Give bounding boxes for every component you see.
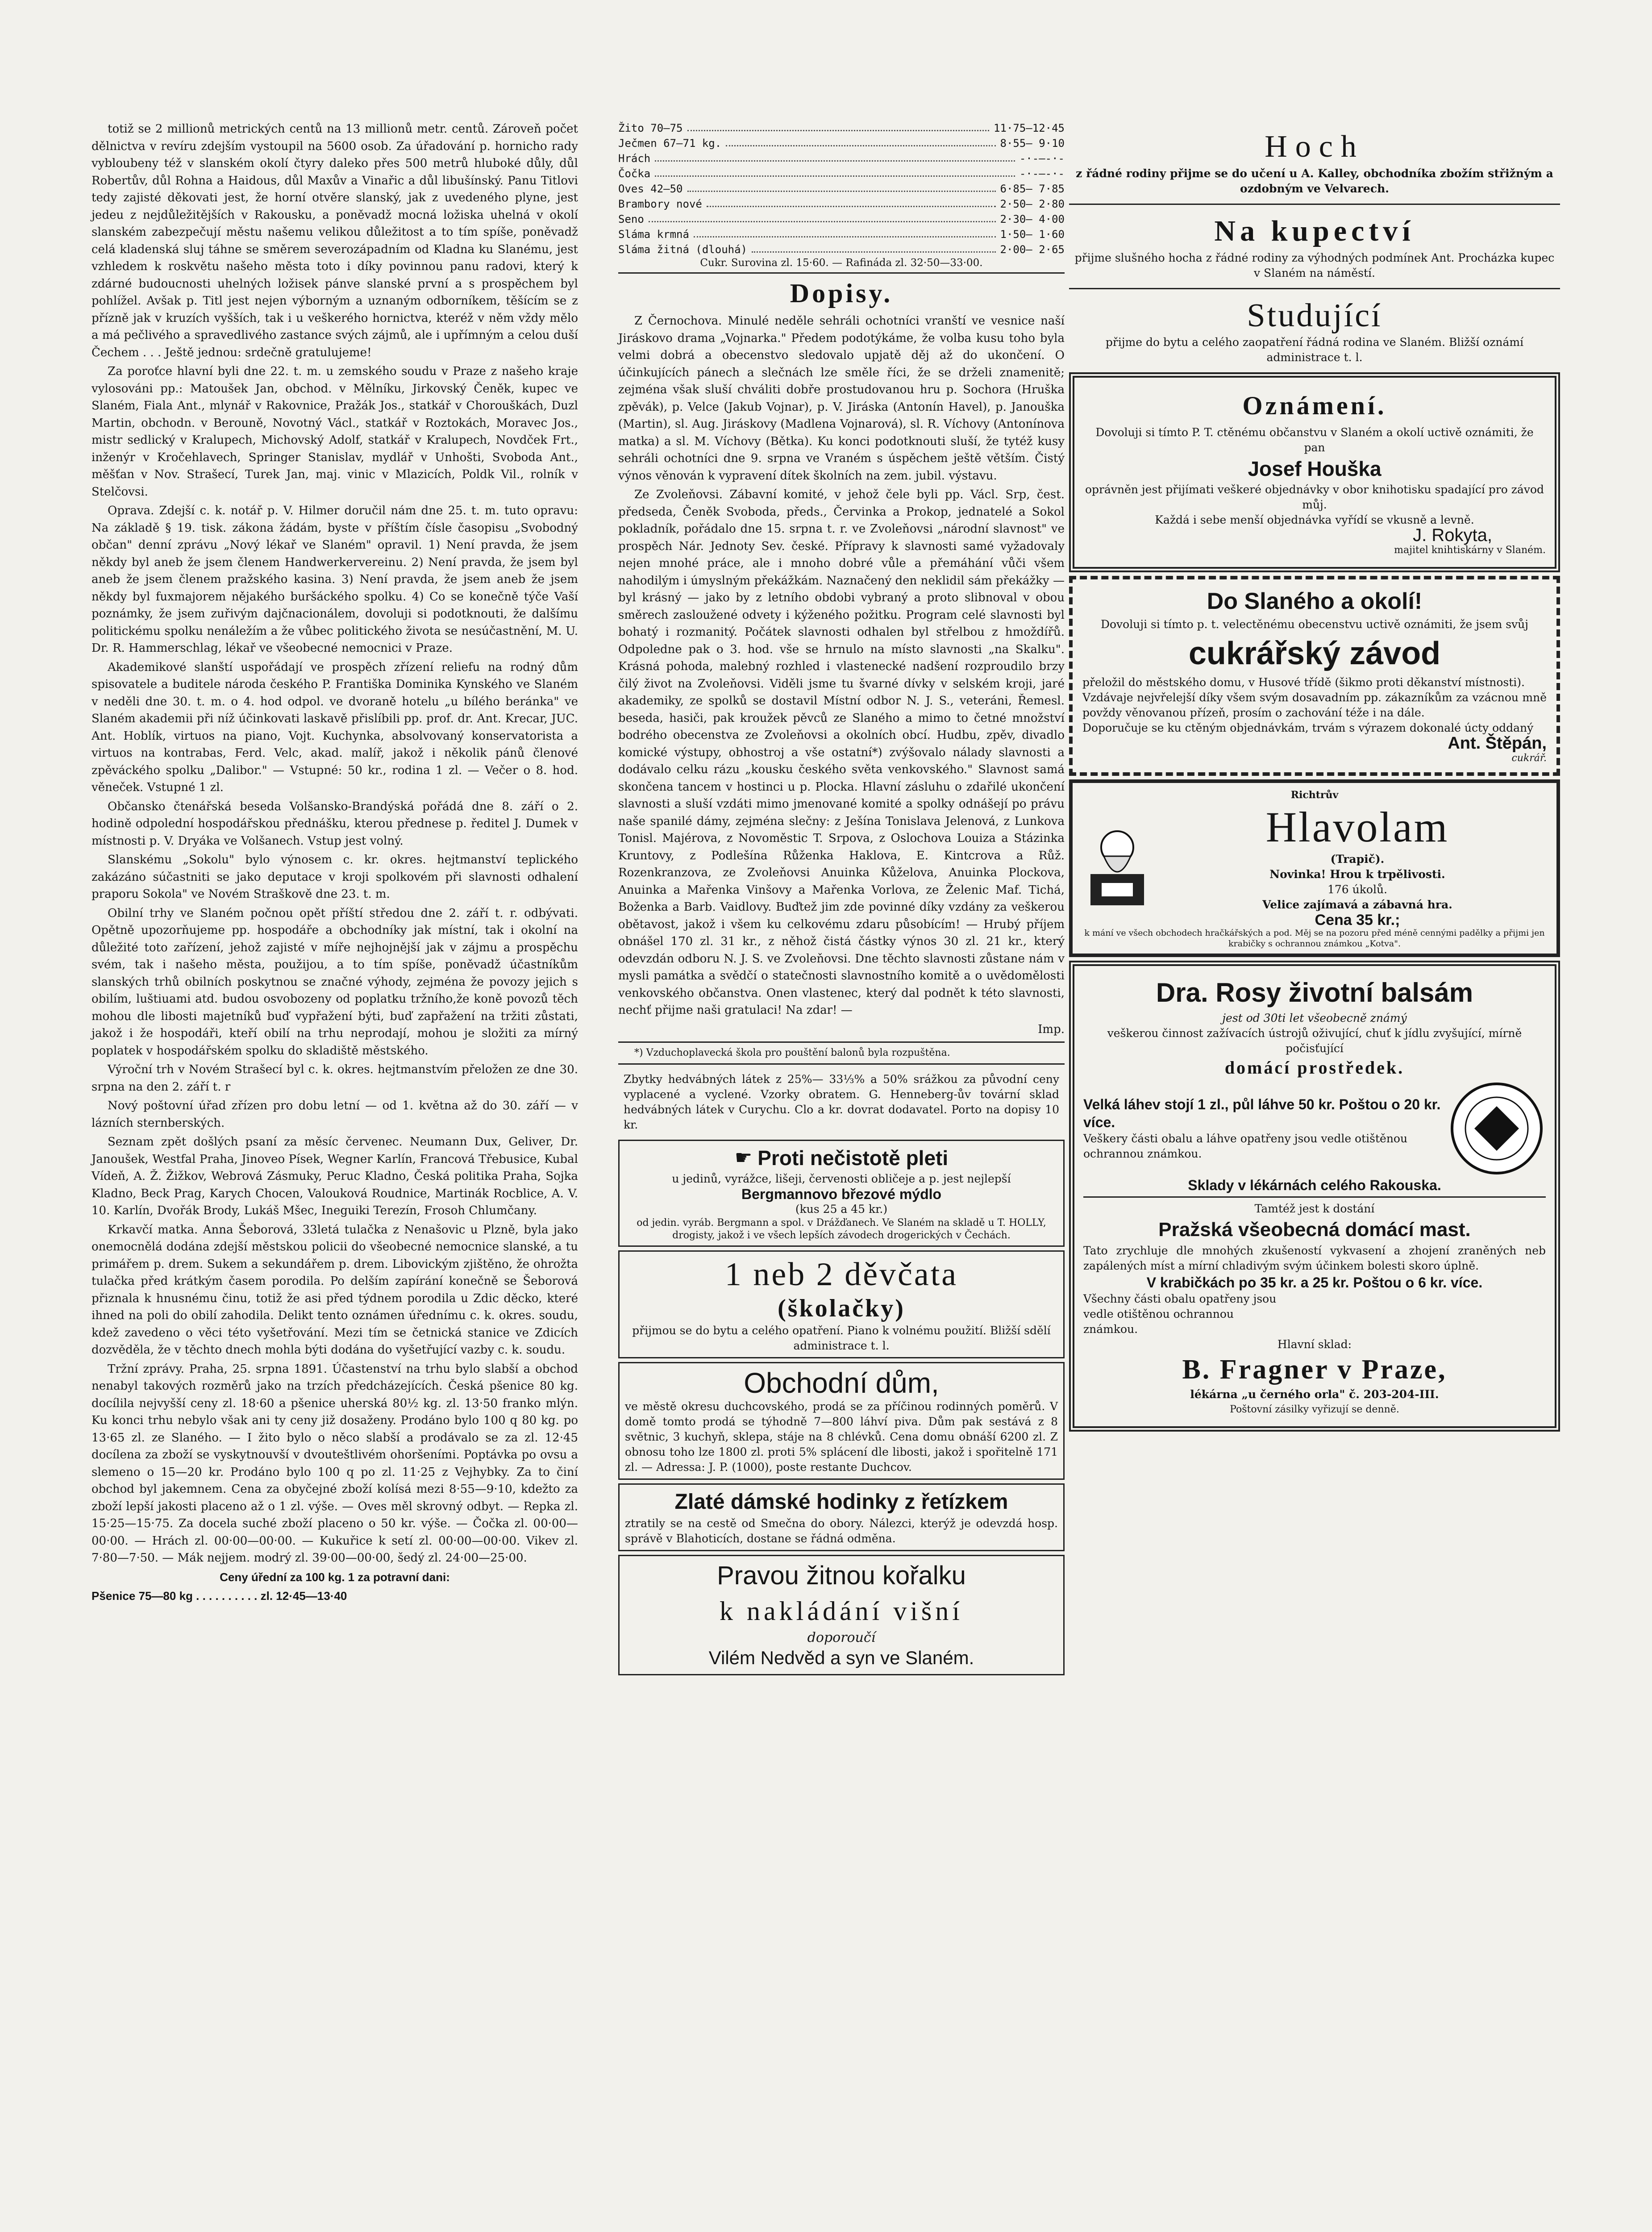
ad-hlav-title: Hlavolam [1265,803,1449,851]
ad-hlav-sub5: k mání ve všech obchodech hračkářských a pod. Měj se na pozoru před méně cennými padělky a přijmi jen krabičky s ochrannou známkou „Kotva". [1084,928,1545,949]
ad-divcata [618,1250,1065,1358]
ad-rosa-price: Velká láhev stojí 1 zl., půl láhve 50 kr. Poštou o 20 kr. více. [1083,1096,1441,1130]
ad-cukr-text3: Vzdávaje nejvřelejší díky všem svým dosavadním pp. zákazníkům za vzácnou mně povždy věnovanou přízeň, prosím o zachování téže i na dále. [1082,691,1547,719]
letter-paragraph: Z Černochova. Minulé neděle sehráli ochotníci vranští ve vesnice naší Jiráskovo drama „Vojnarka." Předem podotýkáme, že volba kusu toho byla velmi dobrá a obecenstvo sledovalo upjatě děj až do ukončení. O účinkujících pánech a slečnách lze směle říci, že se drželi znamenitě; zejména však sluší chváliti dobře prostudovanou hru p. Sochora (Hruška zpěvák), p. Velce (Jakub Vojnar), p. V. Jiráska (Antonín Havel), p. Janouška (Martin), sl. Aug. Jiráskovy (Madlena Vojnarová), sl. R. Víchovy (Antonínova matka) a sl. M. Víchovy (Bětka). Ku konci podotknouti sluší, že tytéž kusy sehráli ochotníci dne 9. srpna ve Vraném s úspěchem ještě větším. Čistý výnos věnován k vypravení dítek školních na zem. jubil. výstavu. [618,314,1065,483]
ad-rosa-title: Dra. Rosy životní balsám [1156,978,1473,1008]
ad-koralka [618,1555,1065,1675]
ad-hlav-sub4: Velice zajímavá a zábavná hra. [1262,898,1452,911]
price-row: Oves 42—50 6·85— 7·85 [618,181,1065,196]
price-row: Ječmen 67—71 kg. 8·55— 9·10 [618,136,1065,151]
ad-rosa-sklady: Sklady v lékárnách celého Rakouska. [1188,1177,1441,1193]
ad-mast-hlavni: Hlavní sklad: [1277,1338,1352,1351]
ad-mast-title: Pražská všeobecná domácí mast. [1158,1219,1471,1241]
ad-rosa-sub: jest od 30ti let všeobecně známý [1222,1012,1407,1024]
ad-cukr-title: Do Slaného a okolí! [1207,588,1423,614]
price-row: Hrách -·-—-·- [618,151,1065,166]
ad-hlavolam [1069,779,1560,957]
price-row: Brambory nové 2·50— 2·80 [618,196,1065,212]
price-row: Sláma krmná 1·50— 1·60 [618,227,1065,242]
ad-koralka-line4: Vilém Nedvěd a syn ve Slaném. [708,1647,974,1668]
news-paragraph: Akademikové slanští uspořádají ve prospěch zřízení reliefu na rodný dům spisovatele a buditele národa českého P. Františka Dominika Kynského ve Slaném v neděli dne 30. t. m. o 4. hod odpol. ve dvoraně hotelu „u bílého beránka" ve Slaném akademii při níž účinkovati laskavě přislíbili pp. prof. dr. Ant. Krecar, JUC. Ant. Hoblík, virtuos na piano, Vojt. Kuchynka, absolvovaný konservatorista a virtuos na kontrabas, Ferd. Velc, akad. malíř, jakož i několik pánů členové zpěváckého spolku „Dalibor." — Vstupné: 50 kr., rodina 1 zl. — Večer o 8. hod. věneček. Vstupné 1 zl. [92,660,578,794]
ad-oznameni-title: Oznámení. [1242,391,1387,420]
letter-paragraph: Ze Zvoleňovsi. Zábavní komité, v jehož čele byli pp. Václ. Srp, čest. předseda, Čeněk Svoboda, předs., Červinka a Prokop, jednatelé a Sokol pokladník, pořádalo dne 15. srpna t. r. ve Zvoleňovsi „národní slavnost" ve prospěch Nár. Jednoty Sev. české. Přípravy k slavnosti samé vyžadovaly nejen mnohé práce, ale i mnoho dobré vůle a přemáhání vůči všem nahodilým i úmyslným překážkám. Naznačený den neklidil sám překážky — byl krásný — jako by z letního obdobi vybraný a proto slibnoval v obou směrech zasloužené odvety i kýženého požitku. Program celé slavnosti byl bohatý i rozmanitý. Počátek slavnosti odhalen byl střelbou z hmoždířů. Odpoledne pak o 3. hod. vše se hrnulo na místo slavnosti „na Skalku". Krásná pohoda, malebný rozhled i vlastenecké nadšení rozproudilo brzy čilý život na Zvoleňovsi. Viděli jsme tu švarné dívky v selském kroji, jaré akademiky, ze spolků se dostavil Místní odbor N. J. S., veteráni, Řemesl. beseda, hasiči, pak kroužek pěvců ze Slaného a mimo to četné množství bodrého obecenstva ze Zvoleňovsi a okolních obcí. Hudbu, zpěv, divadlo komické výstupy, obhostroj a vše ostatní*) zvýšovalo nálady slavnosti a dodávalo celku rázu „kousku českého světa venkovského." Slavnost samá skončena tancem v hostinci u p. Plocka. Hlavní zásluhu o zdařilé ukončení slavnosti a sluší vzdáti mimo jmenované komité a spolky odnášejí po právu naše spanilé dámy, zejména slečny: z Ješína Tonislava Jelenová, z Lunkova Tonisl. Majérova, z Novoměstic T. Srpova, z Oslochova Louiza a Stázinka Kruntovy, z Podlešína Růženka Haklova, E. Kintcrova a Růž. Rozenkranzova, ze Zvoleňovsi Anuinka Kůželova, Anuinka Plockova, Anuinka a Mařenka Vinšovy a Mařenka Vorlova, ze Želenic Maf. Tichá, Boženka a Barb. Vaidlovy. Buďtež jim zde povinné díky vzdány za veškerou obětavost, jakož i všem ku celkovému zdaru působícím! — Hrubý příjem obnášel 170 zl. 31 kr., z něhož čistá částky výnos 30 zl. 21 kr., který odevzdán odboru N. J. S. ve Zvoleňovsi. Dne těchto slavnosti zůstane nám v mysli památka a svědčí o statečnosti slavnostního komitě a o uvědomělosti venkovského občanstva. Onen vlastenec, který dal podnět k této slavnosti, nechť přijme naši gratulaci! Na zdar! — [618,488,1065,1017]
ad-oznameni-text2: oprávněn jest přijímati veškeré objednávky v obor knihotisku spadající pro závod můj. [1085,483,1544,511]
column-ads [1069,121,1560,1435]
price-list [618,121,1065,257]
news-paragraph: Oprava. Zdejší c. k. notář p. V. Hilmer doručil nám dne 25. t. m. tuto opravu: Na základě § 19. tisk. zákona žádám, byste v příštím čísle časopisu „Svobodný občan" denní zprávu „Nový lékař ve Slaném" opravil. 1) Není pravda, že jsem někdy byl aneb že jsem členem Handwerkervereinu. 2) Není pravda, že jsem byl aneb že jsem členem pražského kasina. 3) Není pravda, že jsem aneb že jsem někdy byl fuxmajorem nějakého buršáckého spolku. 4) Co se konečně týče Vaší poznámky, že jsem zuřivým dajčnacionálem, dovoluji si podotknouti, že dalšímu politickému spolku nenáležím a že vůbec politického života se nesúčastnění, M. U. Dr. R. Hammerschlag, lékař ve všeobecné nemocnici v Praze. [92,504,578,655]
ad-dum-title: Obchodní dům, [744,1367,939,1399]
ad-proti-text: u jedinů, vyrážce, lišeji, červenosti obličeje a p. jest nejlepší [672,1172,1011,1185]
ad-divcata-title: 1 neb 2 děvčata [724,1256,958,1293]
ad-studujici [1069,293,1560,369]
ad-oznameni-name: Josef Houška [1248,457,1382,480]
sugar-price: Cukr. Surovina zl. 15·60. — Rafináda zl. 32·50—33·00. [618,257,1065,274]
ad-mast-text: Tato zrychluje dle mnohých zkušeností vykvasení a zhojení zraněných neb zapálených míst a mírní chladivým svým účinkem bolesti skoro úplně. [1083,1244,1546,1272]
ad-cukr-sign: Ant. Štěpán, [1448,734,1547,753]
ad-hlav-sub3: 176 úkolů. [1327,883,1387,896]
ad-cukr-text4: Doporučuje se ku ctěným objednávkám, trvám s výrazem dokonalé úcty oddaný [1082,721,1534,734]
news-paragraph: Výroční trh v Novém Strašecí byl c. k. okres. hejtmanstvím přeložen ze dne 30. srpna na den 2. září t. r [92,1063,578,1094]
market-report: Tržní zprávy. Praha, 25. srpna 1891. Účastenství na trhu bylo slabší a obchod nenabyl takových rozměrů jako na trzích předcházejících. Česká pšenice 80 kg. docílila nejvyšší ceny zl. 18·60 a pšenice uherská 80½ kg. zl. 13·50 franko mlýn. Ku konci trhu nebylo však ani ty ceny již dosaženy. Prodáno bylo 100 q 80 kg. po 13·65 zl. ze Slaného. — I žito bylo o něco slabší a prodávalo se za zl. 12·45 docílena za zboží se vyskytnouvší v dvouteštlivém ohoršeními. Poptávka po ovsu a slemeno o 15—20 kr. Prodáno bylo 100 q po zl. 11·25 z Vejhybky. Za to činí obchod byl jakemnem. Cena za obyčejné zboží kolísá mezi 8·55—9·10, kdežto za zboží lepší jakosti placeno až o 1 zl. výše. — Oves měl skrovný odbyt. — Repka zl. 15·25—15·75. Za docela suché zboží placeno o 50 kr. výše. — Čočka zl. 00·00—00·00. — Hrách zl. 00·00—00·00. — Kukuřice k setí zl. 00·00—00·00. Vikev zl. 7·80—7·50. — Mák nejjem. modrý zl. 39·00—00·00, šedý zl. 24·00—25·00. [92,1362,578,1565]
ad-cukr-text2: přeložil do městského domu, v Husové třídě (šikmo proti děkanství místnosti). [1082,676,1525,689]
ad-fragner-addr: lékárna „u černého orla" č. 203-204-III. [1190,1388,1439,1401]
ad-zbytky [618,1068,1065,1136]
divider [1069,204,1560,205]
ad-hlav-price: Cena 35 kr.; [1315,912,1400,929]
ad-mast-price: V krabičkách po 35 kr. a 25 kr. Poštou o 6 kr. více. [1146,1274,1483,1291]
letter-signature: Imp. [1038,1022,1065,1036]
price-table-row: Pšenice 75—80 kg . . . . . . . . . . zl. 12·45—13·40 [92,1589,347,1603]
eagle-seal-icon [1448,1079,1546,1178]
price-row: Sláma žitná (dlouhá) 2·00— 2·65 [618,242,1065,257]
divider [618,1063,1065,1065]
ad-proti-product: Bergmannovo březové mýdlo [741,1186,942,1202]
news-paragraph: Krkavčí matka. Anna Šeborová, 33letá tulačka z Nenašovic u Plzně, byla jako onemocnělá dodána zdejší městskou policii do všeobecné nemocnice slanské, a tu primářem p. drem. Sukem a sekundářem p. drem. Libovickým zjištěno, že ohrožta tulačka před krátkým časem porodila. Po delším zapírání konečně se Šeborová přiznala k hnusnému činu, totiž že asi před týdnem porodila u Zdic děcko, které ihned na poli do obilí zahodila. Delikt tento oznámen úřednímu c. k. okres. soudu, kdež zavedeno o věci této vyšetřování. Mezi tím se četnická stanice ve Zdicích dozvěděla, že v těchto dnech mohla býti dodána do vyšetřující vazby c. k. soudu. [92,1223,578,1357]
ad-fragner-title: B. Fragner v Praze, [1182,1354,1447,1385]
ad-proti-seller: od jedin. vyráb. Bergmann a spol. v Drážďanech. Ve Slaném na skladě u T. HOLLY, drogisty, jakož i ve všech lepších závodech drogerických v Čechách. [637,1217,1046,1241]
ad-rosa-tamtez: Tamtéž jest k dostání [1254,1202,1375,1215]
ad-koralka-line2: k nakládání višní [720,1596,963,1626]
ad-studujici-title: Studující [1247,297,1382,334]
ad-proti-necistote [618,1140,1065,1247]
ad-rosa-note: Veškery části obalu a láhve opatřeny jsou vedle otištěnou ochrannou známkou. [1083,1132,1408,1160]
news-paragraph: Seznam zpět došlých psaní za měsíc červenec. Neumann Dux, Geliver, Dr. Janoušek, Westfal Praha, Jinoveo Písek, Wegner Karlín, Francová Třebusice, Kubal Vídeň, A. Ž. Žižkov, Webrová Zásmuky, Peruc Kladno, Česká politika Praha, Sojka Kladno, Beck Prag, Karych Chocen, Valouková Roudnice, Martinák Rocblice, A. V. 10. Karlín, Dvořák Brody, Lukáš Mšec, Ineguiki Terezín, Frosoh Chlumčany. [92,1135,578,1217]
letters-heading: Dopisy. [790,279,893,308]
column-news [92,121,578,1607]
news-paragraph: Za poroťce hlavní byli dne 22. t. m. u zemského soudu v Praze z našeho kraje vylosováni pp.: Matoušek Jan, obchod. v Mělníku, Jirkovský Čeněk, kupec ve Slaném, Fiala Ant., mlynář v Rakovnice, Pražák Jos., statkář v Chorouškách, Duzl Martin, obchodn. v Berouně, Novotný Václ., statkář v Roztokách, Moravec Jos., mistr sedlický v Kralupech, Michovský Adolf, statkář v Kralupech, Novdček Frt., inženýr v Kročehlavech, Springer Stanislav, mydlář v Unhošti, Svoboda Ant., měšťan v Nov. Strašecí, Turek Jan, maj. vinic v Mlazicích, Poldk Vil., rolník v Stelčovsi. [92,365,578,499]
ad-oznameni-sign-sub: majitel knihtiskárny v Slaném. [1394,545,1546,556]
pointing-hand-icon: ☛ [734,1146,753,1169]
ad-oznameni-text1: Dovoluji si tímto P. T. ctěnému občanstvu v Slaném a okolí uctivě oznámiti, že pan [1095,426,1534,454]
news-paragraph: totiž se 2 millionů metrických centů na 13 millionů metr. centů. Zároveň počet dělnictva v revíru zdejším vystoupil na 5600 osob. Za úřadování p. hornicho rady vybloubeny též v slanském okolí čtyry daleko přes 500 metrů hluboké důly, důl Robertův, důl Rohna a Haidous, důl Maxův a Vinařic a důl libušínský. Panu Titlovi tedy zajisté děkovati jest, že horní otvěre slanský, jak z uvedeného plyne, jest jedeu z nejdůležitějších v Rakousku, a poněvadž mocná ložiska uhelná v okolí slanském zabezpečují městu našemu velikou důležitost a to tím spíše, poněvadž celá kladenská sluj táhne se směrem severozápadním od Kladna ku Slanému, jest vzhledem k roskvětu našeho města toto i díky povinnou panu radovi, který k zdárné budoucnosti uhelných ložisek pánve slanské první a s prospěchem byl pohlížel. Avšak p. Titl jest nejen výborným a uznaným odborníkem, těšícím se z přízně jak v kruzích vyšších, tak i u veškerého hornictva, kteréž v něm vždy mělo a má pečlivého a spravedlivého zastance svých zájmů, ale i upřímným a celou duší Čechem . . . Ještě jednou: srdečně gratulujeme! [92,122,578,359]
ad-koralka-line1: Pravou žitnou kořalku [717,1561,966,1590]
ad-cukrarsky-zavod [1069,576,1560,776]
ad-cukr-sign-sub: cukrář. [1511,753,1547,764]
ad-oznameni-sign: J. Rokyta, [1413,525,1492,545]
ad-divcata-sub: (školačky) [778,1295,905,1322]
ad-rosy-balsam [1069,961,1560,1432]
news-paragraph: Slanskému „Sokolu" bylo výnosem c. kr. okres. hejtmanství teplického zakázáno súčastniti se jako deputace v kroji spolkovém při slavnosti odhalení praporu Sokola" ve Novém Straškově dne 23. t. m. [92,853,578,901]
ad-hlav-top: Richtrův [1290,789,1339,801]
divider [1083,1196,1546,1198]
price-row: Žito 70—75 11·75—12·45 [618,121,1065,136]
ad-zbytky-text: Zbytky hedvábných látek z 25%— 33⅓% a 50% srážkou za původní ceny vyplacené a vyclené. Vzorky obratem. G. Henneberg-ův tovární sklad hedvábných látek v Curychu. Clo a kr. dovrat dodavatel. Porto na dopisy 10 kr. [624,1073,1059,1131]
ad-hodinky-title: Zlaté dámské hodinky z řetízkem [674,1490,1008,1514]
ad-kupectvi [1069,208,1560,284]
ad-obchodni-dum [618,1362,1065,1480]
ad-cukr-big: cukrářský závod [1188,636,1441,671]
column-center [618,121,1065,1679]
price-row: Čočka -·-—-·- [618,166,1065,181]
ad-oznameni-text3: Každá i sebe menší objednávka vyřídí se vkusně a levně. [1155,513,1474,526]
ad-proti-title: Proti nečistotě pleti [757,1146,949,1170]
ad-hoch [1069,124,1560,200]
ad-rosa-text: veškerou činnost zažívacích ústrojů oživující, chuť k jídlu zvyšující, mírně počisťující [1107,1027,1522,1055]
ad-hlav-sub2: Novinka! Hrou k trpělivosti. [1269,868,1445,881]
letters-section [618,312,1065,1038]
ad-hodinky-text: ztratily se na cestě od Smečna do obory. Nálezci, kterýž je odevzdá hosp. správě v Blahoticích, dostane se řádná odměna. [625,1517,1058,1545]
news-paragraph: Obilní trhy ve Slaném počnou opět příští středou dne 2. září t. r. odbývati. Opětně upozorňujeme pp. hospodáře a obchodníky jak místní, tak i okolní na důležité toto zařízení, jehož zajisté v míře nejhojnější jak v zájmu a prospěchu svém, tak i našeho města, použijou, a to tím spíše, poněvadž účastníkům slanských trhů obilních poskytnou se značné výhody, zejména že povozy jejich s obilím, luštiuami atd. budou osvobozeny od poplatku tržního,že koně povozů těch mohou dle libosti majetníků buď vypřažení býti, buď zapřažení na tržiti zůstati, jakož i že hospodáři, kteří obilí na trhu neprodají, mohou je složiti za mírný poplatek v hospodářském spolku do skladiště městského. [92,906,578,1058]
ad-mast-note: Všechny části obalu opatřeny jsou vedle otištěnou ochrannou známkou. [1083,1292,1277,1336]
divider [618,1041,1065,1043]
ad-rosa-dom: domácí prostředek. [1224,1058,1405,1078]
ad-proti-price: (kus 25 a 45 kr.) [795,1203,888,1216]
ad-hodinky [618,1483,1065,1551]
ad-divcata-text: přijmou se do bytu a celého opatření. Piano k volnému použití. Bližší sdělí administrace t. l. [632,1324,1051,1352]
ad-fragner-post: Poštovní zásilky vyřizují se denně. [1230,1404,1399,1415]
ad-kupectvi-text: přijme slušného hocha z řádné rodiny za výhodných podmínek Ant. Procházka kupec v Slaném na náměstí. [1074,251,1555,279]
price-row: Seno 2·30— 4·00 [618,212,1065,227]
ad-hlav-sub1: (Trapič). [1330,853,1385,866]
ad-hoch-text: z řádné rodiny přijme se do učení u A. Kalley, obchodníka zbožím střižným a ozdobným ve Velvarech. [1076,167,1553,195]
ad-cukr-text1: Dovoluji si tímto p. t. velectěnému obecenstvu uctivě oznámiti, že jsem svůj [1100,618,1529,631]
divider [1069,288,1560,289]
ad-studujici-text: přijme do bytu a celého zaopatření řádná rodina ve Slaném. Bližší oznámí administrace t. l. [1105,336,1524,364]
price-table-title: Ceny úřední za 100 kg. 1 za potravní dani: [220,1570,450,1584]
ad-oznameni [1069,372,1560,572]
footnote: *) Vzduchoplavecká škola pro pouštění balonů byla rozpuštěna. [634,1047,950,1058]
ad-hoch-title: Hoch [1265,129,1365,164]
ad-dum-text: ve městě okresu duchcovského, prodá se za příčinou rodinných poměrů. V domě tomto prodá se týhodně 7—800 láhví piva. Dům pak sestává z 8 světnic, 3 kuchyň, sklepa, stáje na 8 chlévků. Cena domu obnáší 6200 zl. Z obnosu toho lze 1800 zl. proti 5% splácení dle libosti, jakož i spořitelně 171 zl. — Adressa: J. P. (1000), poste restante Duchcov. [625,1400,1058,1474]
news-paragraph: Občansko čtenářská beseda Volšansko-Brandýská pořádá dne 8. září o 2. hodině odpolední hospodářskou přednášku, kterou přednese p. ředitel J. Dumek v místnosti p. V. Dryáka ve Volšanech. Vstup jest volný. [92,800,578,848]
news-paragraph: Nový poštovní úřad zřízen pro dobu letní — od 1. května až do 30. září — v lázních sternberských. [92,1099,578,1130]
ad-kupectvi-title: Na kupectví [1214,215,1415,247]
ad-koralka-line3: doporoučí [807,1630,876,1645]
sage-illustration-icon [1077,820,1157,910]
